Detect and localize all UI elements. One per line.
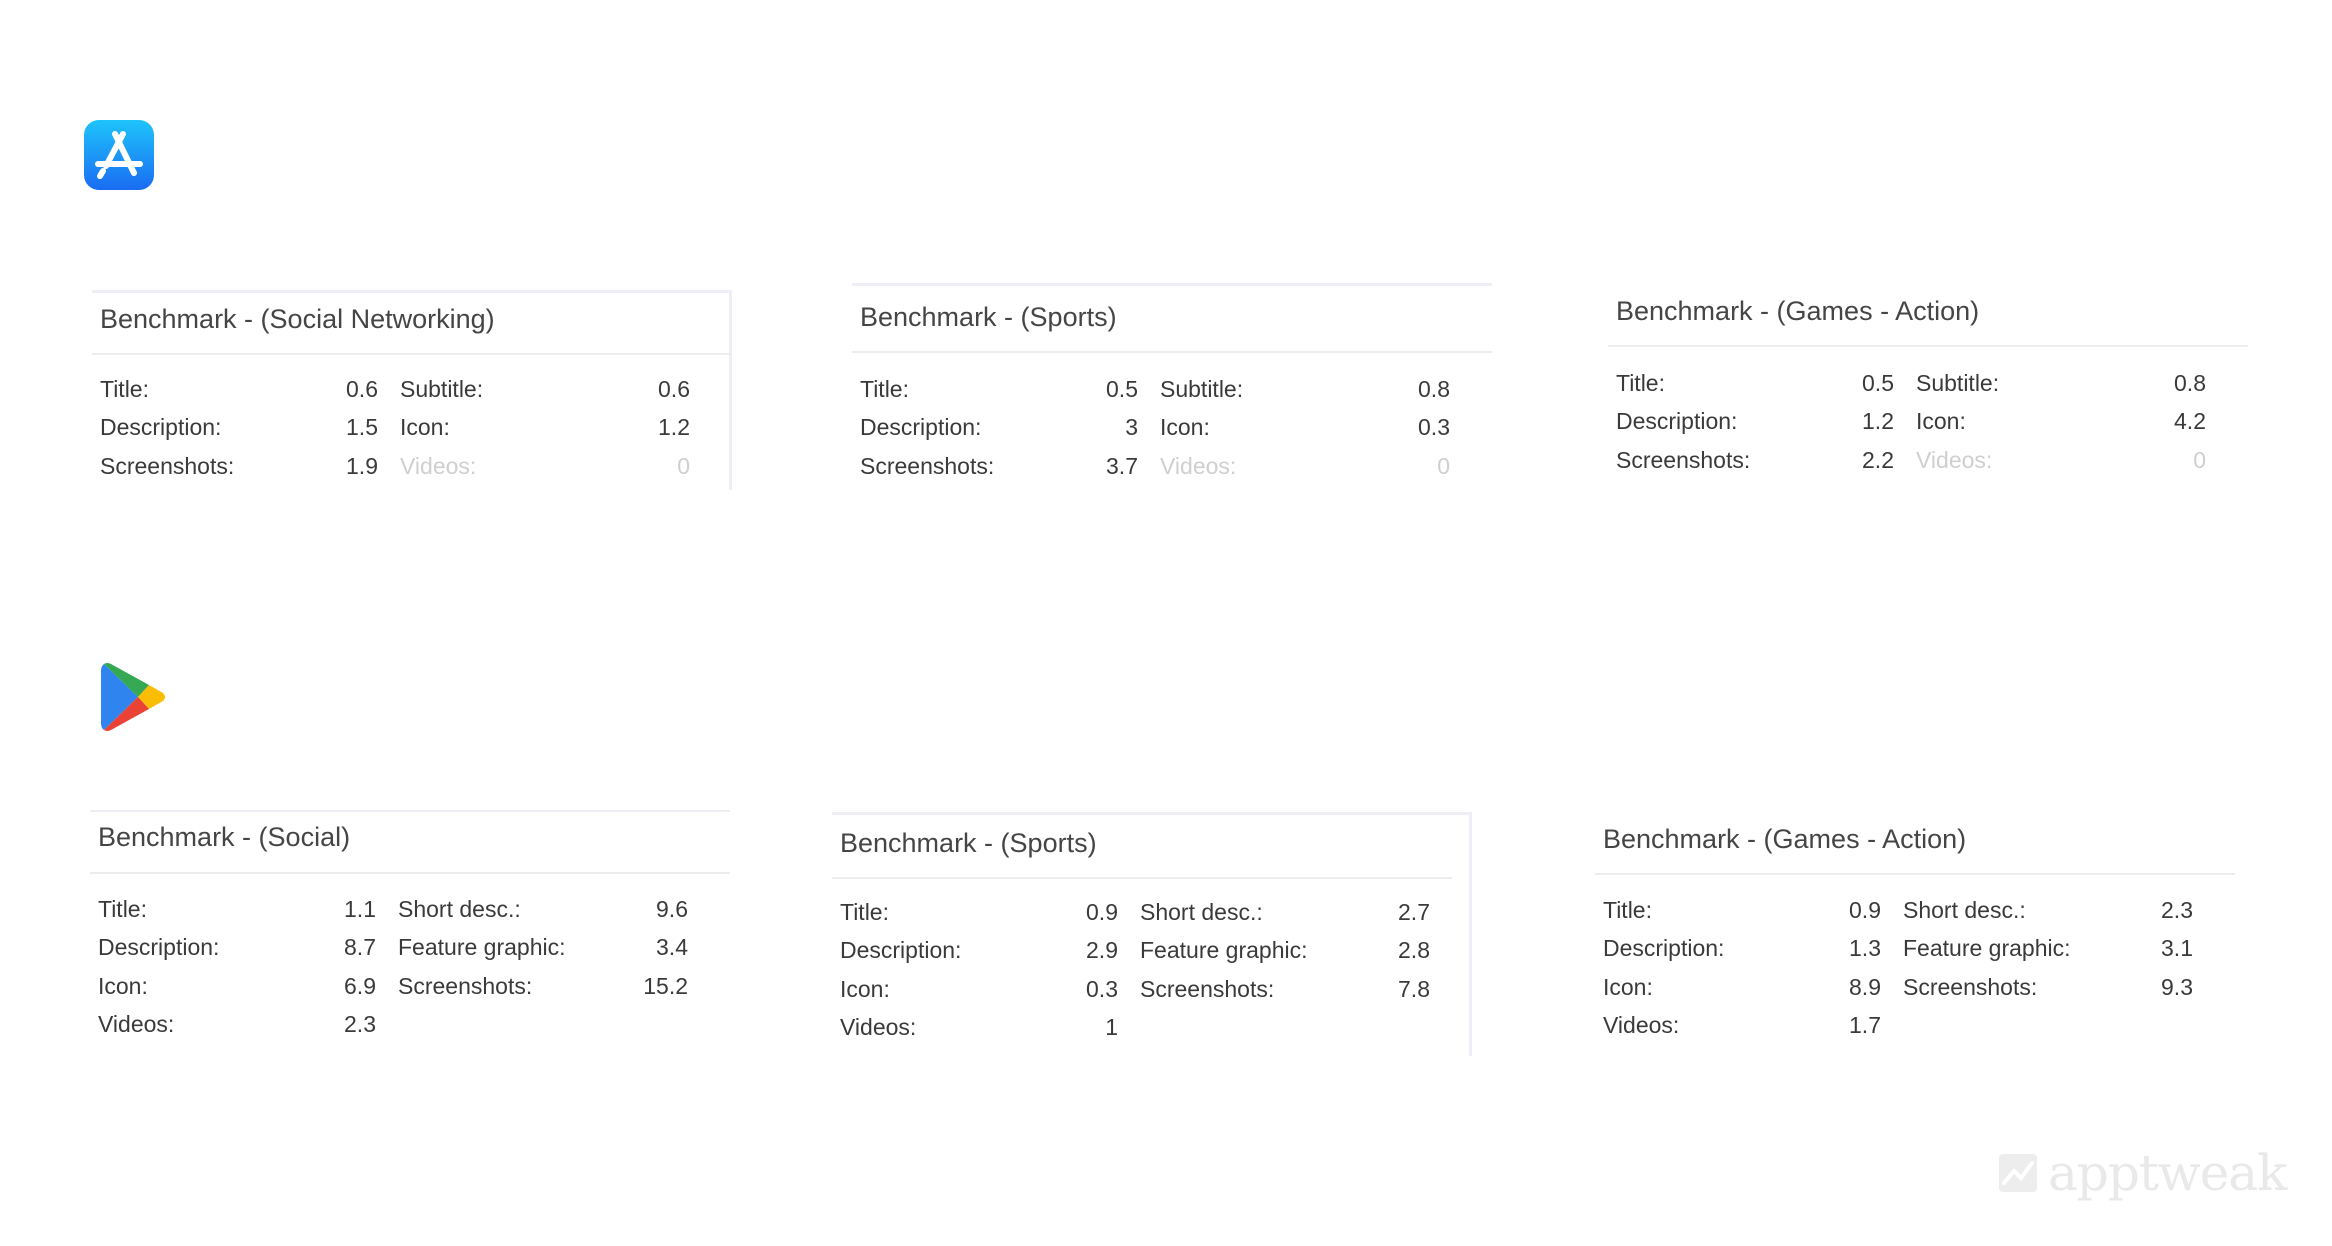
metric-label: Subtitle: [1160, 375, 1244, 402]
metric-value: 1 [1105, 1014, 1118, 1041]
metric-row [1603, 968, 2193, 1007]
metric-row [100, 447, 690, 486]
benchmark-card-games-action [1608, 288, 2248, 488]
metric-value: 1.3 [1849, 935, 1881, 962]
metric-value: 6.9 [344, 972, 376, 999]
card-title: Benchmark - (Sports) [860, 302, 1117, 332]
metric-label: Short desc.: [1140, 898, 1263, 925]
metric-value: 2.3 [344, 1011, 376, 1038]
benchmark-card-social-networking [92, 290, 732, 490]
metric-label: Icon: [1916, 408, 1966, 435]
metric-value: 0 [1437, 452, 1450, 479]
metrics-grid [1603, 891, 2193, 1045]
metric-label: Title: [1616, 369, 1665, 396]
metric-label: Title: [840, 898, 889, 925]
app-store-icon [84, 120, 154, 190]
metric-value: 2.3 [2161, 896, 2193, 923]
benchmark-card-sports [832, 812, 1472, 1056]
metric-row [1616, 441, 2206, 480]
metric-row [100, 370, 690, 409]
metric-row [860, 447, 1450, 486]
metric-value: 2.2 [1862, 446, 1894, 473]
metric-row [98, 967, 688, 1006]
card-border [1469, 812, 1472, 1056]
metric-label: Screenshots: [100, 452, 235, 479]
metric-value: 0.8 [2174, 369, 2206, 396]
metric-label: Feature graphic: [1140, 937, 1308, 964]
metric-label: Icon: [98, 972, 148, 999]
metric-label: Description: [860, 414, 982, 441]
metric-row [840, 970, 1430, 1009]
metric-label: Videos: [840, 1014, 917, 1041]
metrics-grid [98, 890, 688, 1044]
metric-value: 2.7 [1398, 898, 1430, 925]
metrics-grid [1616, 364, 2206, 480]
card-divider [1608, 345, 2248, 347]
apptweak-wordmark: apptweak [2048, 1144, 2287, 1202]
metric-value: 2.8 [1398, 937, 1430, 964]
metric-row [1603, 930, 2193, 969]
metric-value: 1.7 [1849, 1012, 1881, 1039]
metric-value: 0.3 [1418, 414, 1450, 441]
metric-row [98, 929, 688, 968]
metric-value: 0 [677, 452, 690, 479]
card-title: Benchmark - (Games - Action) [1616, 296, 1980, 326]
metric-label: Videos: [98, 1011, 175, 1038]
metric-value: 3.4 [656, 934, 688, 961]
metric-label: Title: [860, 375, 909, 402]
metric-row [98, 890, 688, 929]
metric-value: 3 [1125, 414, 1138, 441]
metric-label: Title: [98, 895, 147, 922]
metric-label: Screenshots: [860, 452, 995, 479]
metrics-grid [840, 893, 1430, 1047]
metric-value: 1.2 [658, 414, 690, 441]
metric-label: Description: [100, 414, 222, 441]
metric-value: 1.2 [1862, 408, 1894, 435]
metric-value: 4.2 [2174, 408, 2206, 435]
card-title: Benchmark - (Sports) [840, 828, 1097, 858]
metric-label: Videos: [1160, 452, 1237, 479]
metric-value: 0 [2193, 446, 2206, 473]
benchmark-card-sports [852, 283, 1492, 493]
metric-value: 3.1 [2161, 935, 2193, 962]
metric-label: Title: [100, 375, 149, 402]
metric-value: 1.9 [346, 452, 378, 479]
metric-value: 15.2 [643, 972, 688, 999]
metric-label: Description: [840, 937, 962, 964]
card-divider [92, 353, 732, 355]
metric-label: Icon: [1603, 973, 1653, 1000]
card-border [90, 810, 730, 812]
metric-value: 1.1 [344, 895, 376, 922]
card-border [832, 812, 1472, 815]
metric-value: 0.9 [1849, 896, 1881, 923]
metric-label: Screenshots: [1616, 446, 1751, 473]
metrics-grid [860, 370, 1450, 486]
metric-row [860, 409, 1450, 448]
card-border [852, 283, 1492, 286]
metric-value: 0.5 [1106, 375, 1138, 402]
card-title: Benchmark - (Social) [98, 822, 351, 852]
metric-value: 0.6 [658, 375, 690, 402]
metric-value: 0.3 [1086, 975, 1118, 1002]
metric-value: 0.8 [1418, 375, 1450, 402]
metric-value: 9.6 [656, 895, 688, 922]
metric-label: Description: [98, 934, 220, 961]
metric-value: 0.6 [346, 375, 378, 402]
metric-label: Icon: [840, 975, 890, 1002]
card-title: Benchmark - (Social Networking) [100, 304, 495, 334]
metric-label: Feature graphic: [398, 934, 566, 961]
metric-label: Description: [1603, 935, 1725, 962]
metric-label: Subtitle: [400, 375, 484, 402]
metric-label: Short desc.: [398, 895, 521, 922]
apptweak-logo-icon [1998, 1153, 2038, 1193]
metric-value: 8.9 [1849, 973, 1881, 1000]
metric-value: 0.9 [1086, 898, 1118, 925]
metric-label: Icon: [1160, 414, 1210, 441]
card-divider [1595, 873, 2235, 875]
benchmark-card-games-action [1595, 812, 2235, 1052]
metrics-grid [100, 370, 690, 486]
metric-label: Videos: [1603, 1012, 1680, 1039]
metric-row [98, 1006, 688, 1045]
metric-value: 9.3 [2161, 973, 2193, 1000]
metric-value: 1.5 [346, 414, 378, 441]
metric-label: Videos: [1916, 446, 1993, 473]
metric-value: 0.5 [1862, 369, 1894, 396]
metric-row [860, 370, 1450, 409]
metric-value: 8.7 [344, 934, 376, 961]
metric-value: 2.9 [1086, 937, 1118, 964]
metric-label: Subtitle: [1916, 369, 2000, 396]
metric-label: Screenshots: [1140, 975, 1275, 1002]
google-play-icon [100, 661, 168, 733]
metric-label: Feature graphic: [1903, 935, 2071, 962]
metric-row [840, 1009, 1430, 1048]
card-border [92, 290, 732, 293]
metric-value: 3.7 [1106, 452, 1138, 479]
metric-label: Short desc.: [1903, 896, 2026, 923]
metric-row [1603, 1007, 2193, 1046]
benchmark-card-social [90, 810, 730, 1050]
card-divider [852, 351, 1492, 353]
metric-label: Screenshots: [1903, 973, 2038, 1000]
metric-value: 7.8 [1398, 975, 1430, 1002]
metric-row [840, 932, 1430, 971]
apptweak-watermark [1998, 1144, 2287, 1202]
card-divider [832, 877, 1452, 879]
metric-row [1616, 364, 2206, 403]
metric-label: Icon: [400, 414, 450, 441]
card-border [729, 290, 732, 490]
metric-row [100, 409, 690, 448]
metric-label: Screenshots: [398, 972, 533, 999]
card-title: Benchmark - (Games - Action) [1603, 824, 1967, 854]
card-divider [90, 872, 730, 874]
metric-row [840, 893, 1430, 932]
metric-row [1603, 891, 2193, 930]
metric-label: Videos: [400, 452, 477, 479]
metric-label: Description: [1616, 408, 1738, 435]
metric-label: Title: [1603, 896, 1652, 923]
metric-row [1616, 403, 2206, 442]
